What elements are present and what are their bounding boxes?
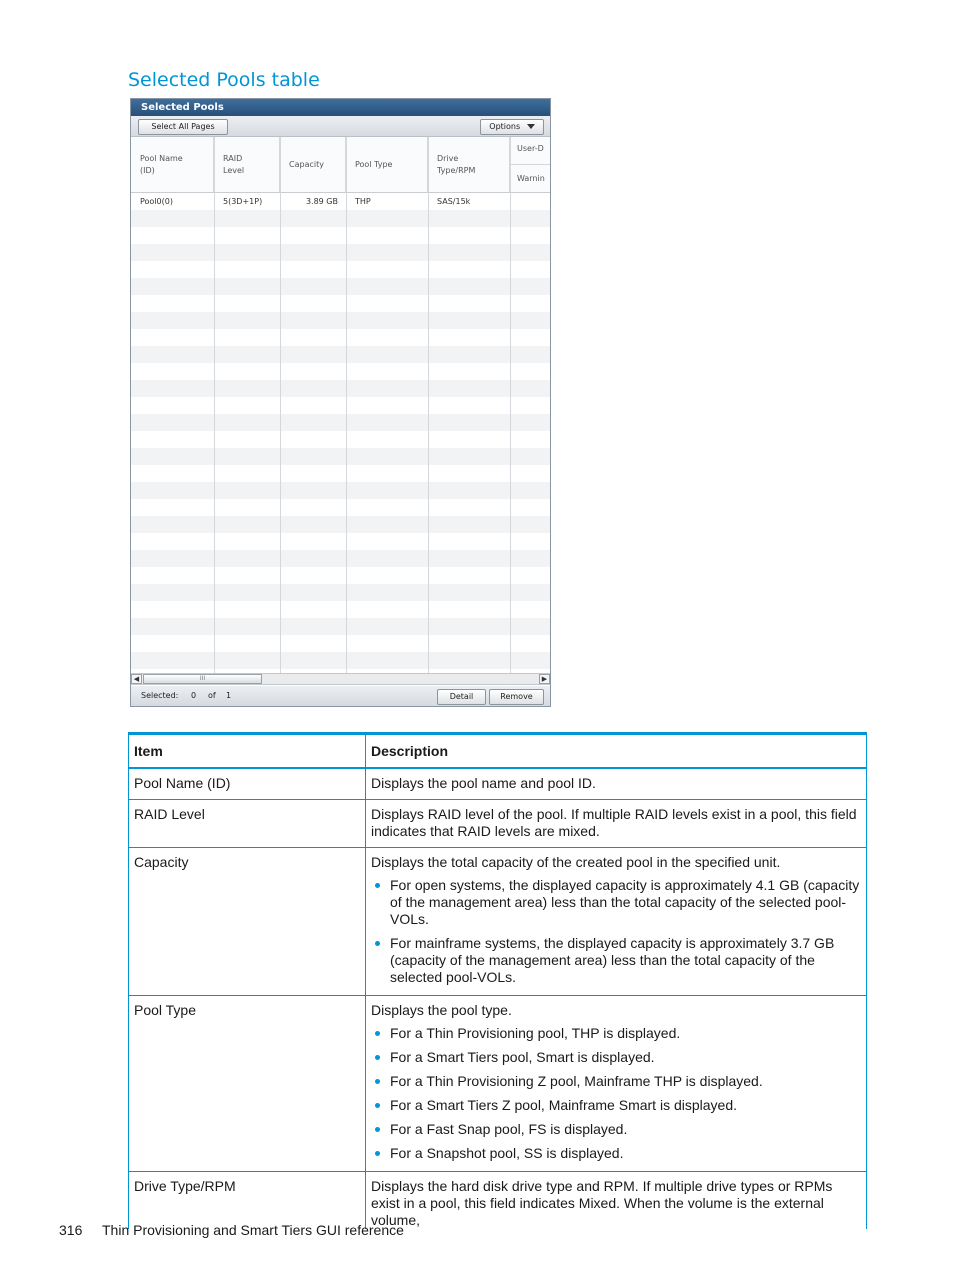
bullet-list: [371, 1025, 861, 1162]
header-item: Item: [129, 734, 366, 769]
empty-row: [131, 635, 550, 652]
list-item: For a Snapshot pool, SS is displayed.: [390, 1145, 861, 1162]
empty-row: [131, 499, 550, 516]
column-divider: [346, 137, 347, 673]
bullet-list: [371, 877, 861, 986]
empty-row: [131, 618, 550, 635]
list-item: For mainframe systems, the displayed capacity is approximately 3.7 GB (capacity of the management area) less than the total capacity of the selected pool-VOLs.: [390, 935, 861, 986]
empty-row: [131, 465, 550, 482]
table-row: [129, 768, 867, 800]
column-divider: [428, 137, 429, 673]
empty-row: [131, 448, 550, 465]
empty-row: [131, 380, 550, 397]
empty-row: [131, 431, 550, 448]
options-button[interactable]: [480, 119, 544, 135]
column-divider: [214, 137, 215, 673]
scroll-left-arrow-icon[interactable]: ◀: [131, 674, 142, 684]
empty-row: [131, 261, 550, 278]
reference-table: [128, 732, 867, 1229]
grid-header: [131, 137, 550, 193]
selected-count: 0: [191, 691, 197, 700]
footer-text: Thin Provisioning and Smart Tiers GUI reference: [102, 1222, 404, 1238]
column-divider: [510, 137, 511, 673]
list-item: For a Thin Provisioning Z pool, Mainframe THP is displayed.: [390, 1073, 861, 1090]
column-header-raid-level[interactable]: RAID Level: [214, 137, 280, 192]
list-item: For a Fast Snap pool, FS is displayed.: [390, 1121, 861, 1138]
select-all-pages-button[interactable]: Select All Pages: [138, 119, 228, 135]
column-header-user-defined[interactable]: User-D Warnin: [510, 137, 550, 192]
header-description: Description: [366, 734, 867, 769]
description-cell: [366, 848, 867, 996]
empty-row: [131, 397, 550, 414]
detail-button[interactable]: Detail: [437, 689, 486, 705]
empty-row: [131, 601, 550, 618]
item-cell: Drive Type/RPM: [129, 1172, 366, 1230]
page-number: 316: [59, 1222, 83, 1238]
description-cell: Displays RAID level of the pool. If multiple RAID levels exist in a pool, this field indicates that RAID levels are mixed.: [366, 800, 867, 848]
cell-capacity: 3.89 GB: [305, 197, 338, 206]
table-row[interactable]: [131, 193, 550, 210]
cell-pool-name: Pool0(0): [140, 197, 173, 206]
item-cell: Pool Name (ID): [129, 768, 366, 800]
item-cell: RAID Level: [129, 800, 366, 848]
scroll-thumb[interactable]: III: [143, 674, 262, 684]
empty-row: [131, 516, 550, 533]
selected-pools-panel: [130, 98, 551, 707]
grid-body: [131, 193, 550, 673]
empty-row: [131, 567, 550, 584]
panel-title: Selected Pools: [131, 99, 550, 116]
panel-footer: [131, 686, 550, 706]
panel-toolbar: [131, 116, 550, 137]
horizontal-scrollbar[interactable]: [131, 673, 550, 685]
empty-row: [131, 346, 550, 363]
cell-raid-level: 5(3D+1P): [223, 197, 263, 206]
empty-row: [131, 363, 550, 380]
empty-row: [131, 312, 550, 329]
of-label: of: [208, 691, 216, 700]
selected-label: Selected:: [141, 691, 179, 700]
empty-row: [131, 550, 550, 567]
column-header-pool-type[interactable]: Pool Type: [346, 137, 428, 192]
column-header-drive-type[interactable]: Drive Type/RPM: [428, 137, 510, 192]
column-header-pool-name[interactable]: Pool Name (ID): [131, 137, 214, 192]
column-header-capacity[interactable]: Capacity: [280, 137, 346, 192]
column-divider: [280, 137, 281, 673]
description-cell: Displays the pool name and pool ID.: [366, 768, 867, 800]
empty-row: [131, 210, 550, 227]
description-cell: Displays the hard disk drive type and RPM. If multiple drive types or RPMs exist in a pool, this field indicates Mixed. When the volume is the external volume,: [366, 1172, 867, 1230]
page-footer: [59, 1222, 404, 1238]
chevron-down-icon: [527, 124, 535, 129]
item-cell: Capacity: [129, 848, 366, 996]
options-label: Options: [489, 122, 521, 131]
total-count: 1: [226, 691, 232, 700]
empty-row: [131, 482, 550, 499]
table-row: [129, 996, 867, 1172]
table-header-row: [129, 734, 867, 769]
description-text: Displays the total capacity of the created pool in the specified unit.: [371, 854, 781, 870]
description-cell: [366, 996, 867, 1172]
empty-row: [131, 652, 550, 669]
table-row: [129, 1172, 867, 1230]
empty-row: [131, 584, 550, 601]
list-item: For a Smart Tiers Z pool, Mainframe Smart is displayed.: [390, 1097, 861, 1114]
description-text: Displays the pool type.: [371, 1002, 512, 1018]
cell-pool-type: THP: [355, 197, 371, 206]
remove-button[interactable]: Remove: [489, 689, 544, 705]
empty-row: [131, 414, 550, 431]
empty-row: [131, 244, 550, 261]
list-item: For open systems, the displayed capacity is approximately 4.1 GB (capacity of the management area) less than the total capacity of the selected pool-VOLs.: [390, 877, 860, 927]
table-row: [129, 800, 867, 848]
cell-drive-type: SAS/15k: [437, 197, 471, 206]
scroll-right-arrow-icon[interactable]: ▶: [539, 674, 550, 684]
empty-row: [131, 329, 550, 346]
list-item: For a Thin Provisioning pool, THP is displayed.: [390, 1025, 861, 1042]
section-title: Selected Pools table: [128, 68, 320, 91]
empty-row: [131, 533, 550, 550]
empty-row: [131, 227, 550, 244]
list-item: For a Smart Tiers pool, Smart is displayed.: [390, 1049, 861, 1066]
empty-row: [131, 278, 550, 295]
item-cell: Pool Type: [129, 996, 366, 1172]
empty-row: [131, 295, 550, 312]
table-row: [129, 848, 867, 996]
